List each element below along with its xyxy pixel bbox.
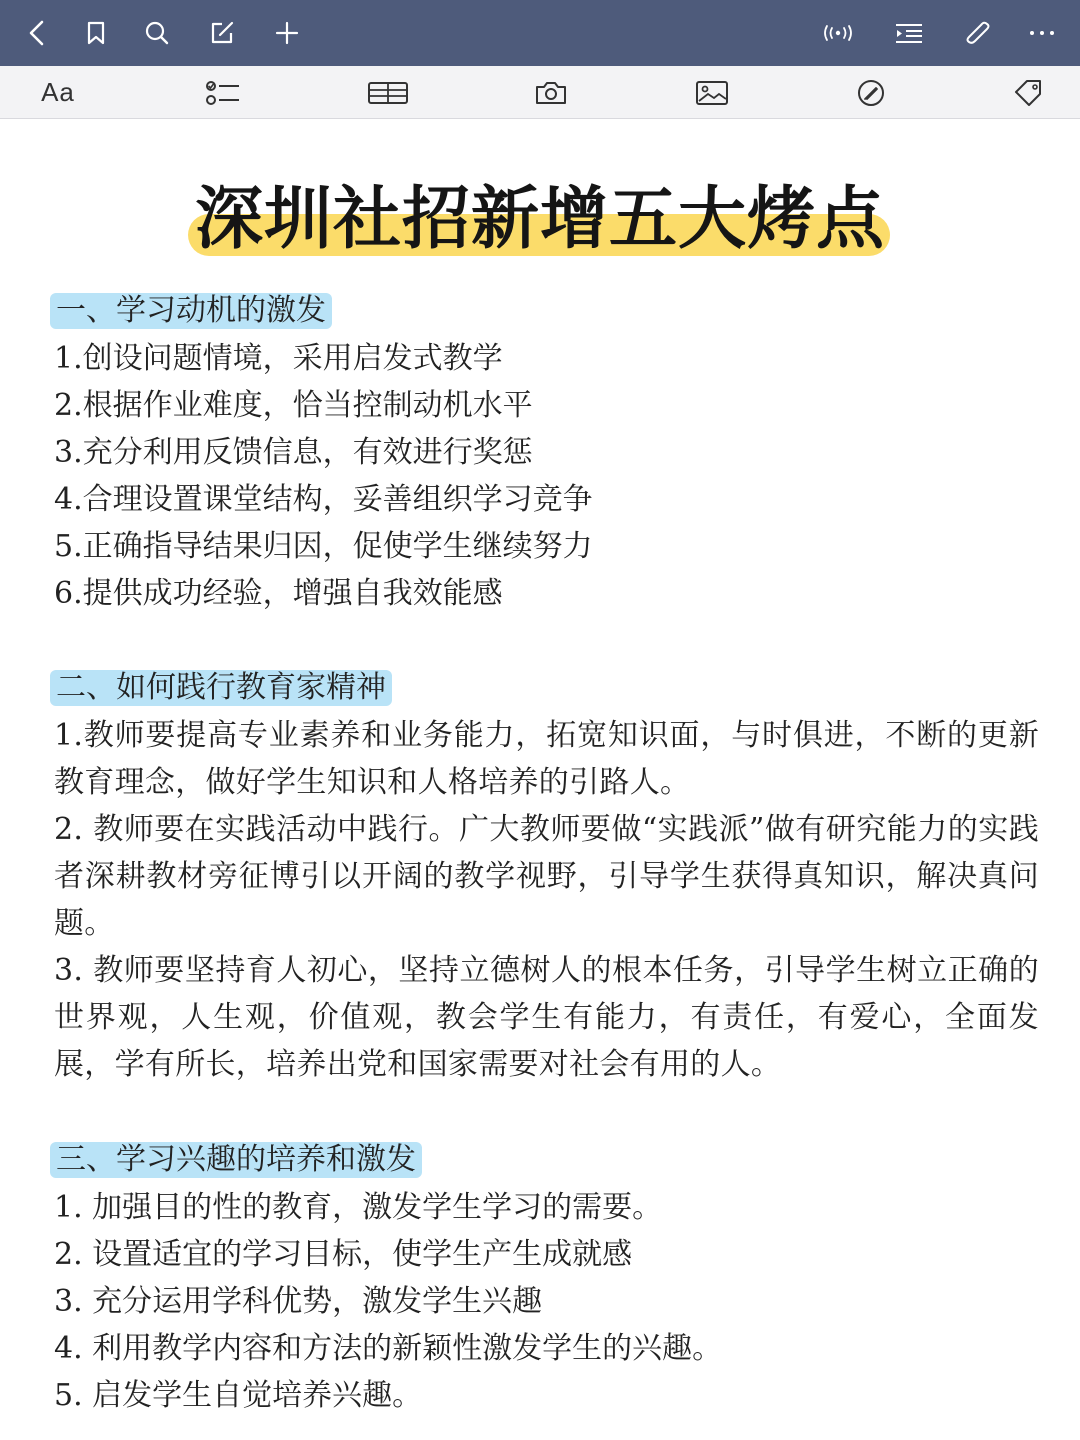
back-button[interactable] [10,0,66,66]
checklist-button[interactable] [188,66,258,119]
outline-icon [894,21,924,45]
paragraph-item: 2. 教师要在实践活动中践行。广大教师要做“实践派”做有研究能力的实践者深耕教材旁征博引以开阔的教学视野，引导学生获得真知识，解决真问题。 [54,812,1039,941]
list-item: 6.提供成功经验，增强自我效能感 [54,576,503,611]
add-button[interactable] [259,0,315,66]
section-heading-2: 二、如何践行教育家精神 [50,670,392,706]
outline-button[interactable] [881,0,937,66]
top-navigation-bar [0,0,1080,66]
add-icon [274,20,300,46]
broadcast-button[interactable] [810,0,866,66]
search-button[interactable] [129,0,185,66]
pencil-icon [856,78,886,108]
note-content[interactable] [0,119,1080,1440]
text-style-button[interactable] [23,66,93,119]
editing-toolbar [0,66,1080,119]
broadcast-icon [821,23,855,43]
attachment-icon [962,20,992,46]
table-button[interactable] [353,66,423,119]
bookmark-icon [84,20,108,46]
edit-icon [208,19,236,47]
list-item: 3. 充分运用学科优势，激发学生兴趣 [54,1284,543,1319]
list-item: 2. 设置适宜的学习目标，使学生产生成就感 [54,1237,633,1272]
more-icon [1029,29,1055,37]
image-button[interactable] [677,66,747,119]
list-item: 4. 利用教学内容和方法的新颖性激发学生的兴趣。 [54,1331,723,1366]
paragraph-item: 3. 教师要坚持育人初心，坚持立德树人的根本任务，引导学生树立正确的世界观，人生观，价值观，教会学生有能力，有责任，有爱心，全面发展，学有所长，培养出党和国家需要对社会有用的人。 [54,953,1039,1082]
list-item: 3.充分利用反馈信息，有效进行奖惩 [54,435,533,470]
list-item: 5. 启发学生自觉培养兴趣。 [54,1378,423,1413]
camera-button[interactable] [516,66,586,119]
list-item: 2.根据作业难度，恰当控制动机水平 [54,388,533,423]
list-item: 5.正确指导结果归因，促使学生继续努力 [54,529,593,564]
section-heading-3: 三、学习兴趣的培养和激发 [50,1142,422,1178]
more-button[interactable] [1014,0,1070,66]
paragraph-item: 1.教师要提高专业素养和业务能力，拓宽知识面，与时俱进，不断的更新教育理念，做好学生知识和人格培养的引路人。 [54,718,1039,800]
back-icon [24,19,52,47]
attachment-button[interactable] [949,0,1005,66]
bookmark-button[interactable] [68,0,124,66]
tag-icon [1013,80,1043,106]
search-icon [144,20,170,46]
list-item: 1. 加强目的性的教育，激发学生学习的需要。 [54,1190,663,1225]
tag-button[interactable] [993,66,1063,119]
table-icon [368,82,408,104]
list-item: 4.合理设置课堂结构，妥善组织学习竞争 [54,482,593,517]
checklist-icon [205,80,241,106]
section-heading-1: 一、学习动机的激发 [50,293,332,329]
edit-button[interactable] [194,0,250,66]
pencil-button[interactable] [836,66,906,119]
text-style-label: Aa [41,77,75,107]
page-title: 深圳社招新增五大烤点 [194,179,885,259]
image-icon [695,80,729,106]
camera-icon [534,80,568,106]
list-item: 1.创设问题情境，采用启发式教学 [54,341,503,376]
